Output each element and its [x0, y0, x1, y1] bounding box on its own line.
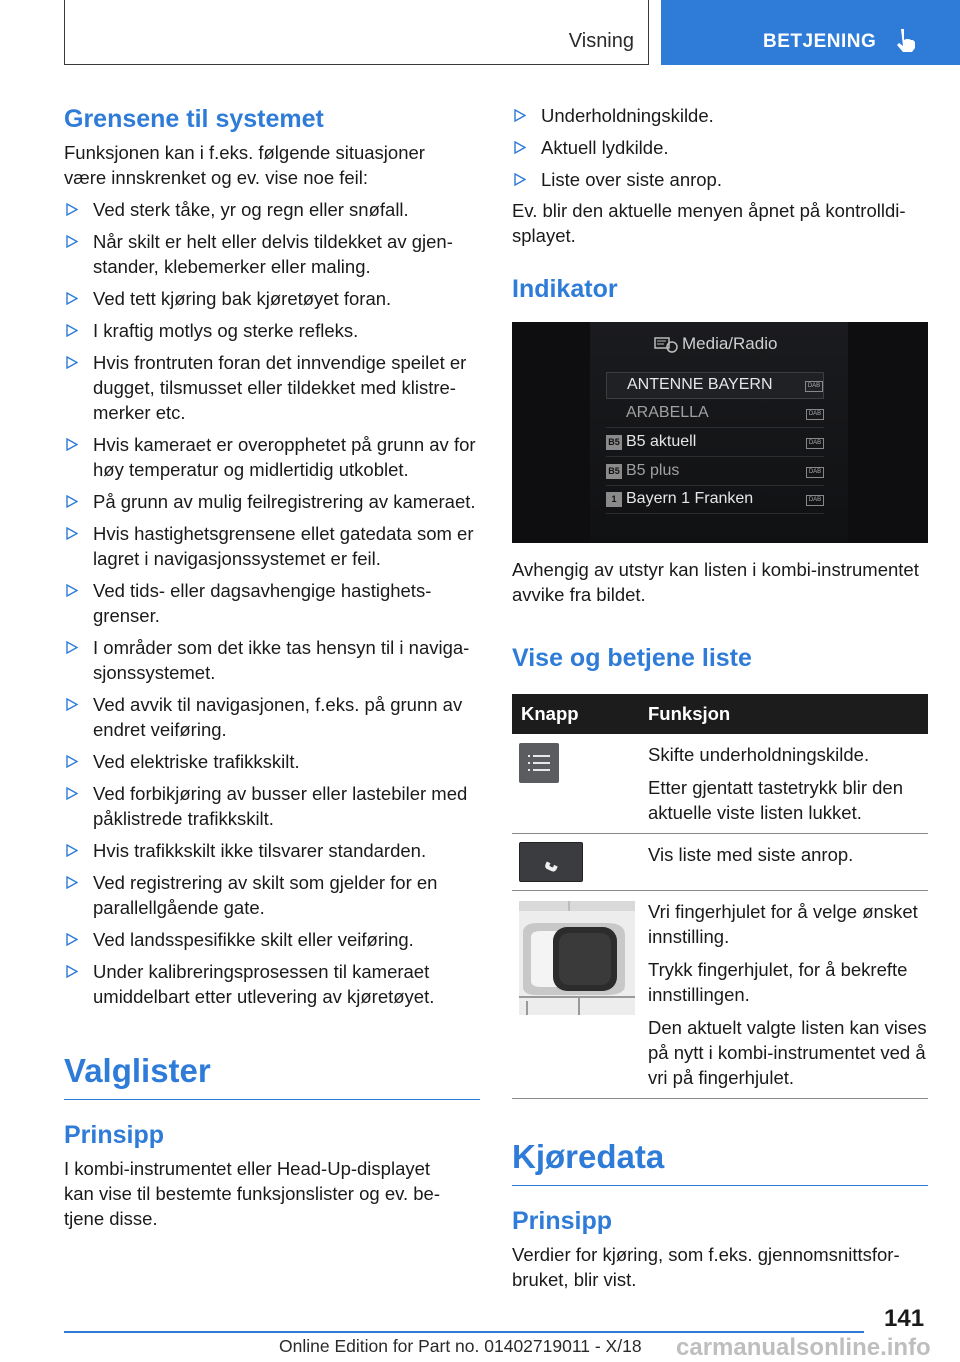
- list-item: [64, 489, 480, 514]
- indicator-caption: Avhengig av utstyr kan listen i kombi-instrumentet avvike fra bildet.: [512, 559, 919, 605]
- station-name: B5 plus: [626, 462, 680, 479]
- radio-station-row: [606, 401, 824, 428]
- list-item: [64, 927, 480, 952]
- indicator-screenshot: [512, 322, 928, 543]
- list-item: [64, 286, 480, 311]
- indicator-header: Media/Radio: [682, 334, 778, 353]
- list-item-text: Ved sterk tåke, yr og regn eller snøfall.: [93, 199, 409, 220]
- right-column: [512, 100, 928, 1292]
- header-tab-betjening[interactable]: [661, 0, 960, 65]
- list-item-text: Hvis kameraet er overopphetet på grunn av for høy temperatur og midlertidig utkoblet.: [93, 434, 476, 480]
- left-column: [64, 100, 480, 1231]
- function-text: Den aktuelt valgte listen kan vises på nytt i kombi-instrumentet ved å vri på fingerhjulet.: [648, 1017, 927, 1088]
- limits-list: [64, 197, 480, 1009]
- triangle-bullet-icon: [514, 173, 526, 186]
- station-badge: B5: [606, 464, 622, 479]
- chapter-valglister: Valglister: [64, 1051, 480, 1100]
- table-cell-button: [512, 834, 639, 891]
- triangle-bullet-icon: [66, 292, 78, 305]
- table-cell-button: [512, 891, 639, 1099]
- list-item: [512, 135, 928, 160]
- triangle-bullet-icon: [66, 203, 78, 216]
- principle-text-left: I kombi-instrumentet eller Head-Up-displayet kan vise til bestemte funksjonslister og ev. betjene disse.: [64, 1158, 441, 1229]
- thumbwheel-icon: [519, 901, 635, 1015]
- list-item: [64, 635, 480, 685]
- principle-title-left: Prinsipp: [64, 1121, 165, 1149]
- list-item-text: Ved tids- eller dagsavhengige hastighetsgrenser.: [93, 580, 432, 626]
- list-button-icon: [519, 743, 559, 783]
- triangle-bullet-icon: [66, 324, 78, 337]
- triangle-bullet-icon: [66, 527, 78, 540]
- radio-station-row: [606, 487, 824, 514]
- header-tab-visning[interactable]: [64, 0, 649, 65]
- list-item-text: På grunn av mulig feilregistrering av kameraet.: [93, 491, 476, 512]
- list-item: [64, 749, 480, 774]
- chapter-kjoredata: Kjøredata: [512, 1137, 928, 1186]
- list-item: [64, 432, 480, 482]
- radio-station-row: [606, 459, 824, 486]
- dab-tag: DAB: [806, 438, 824, 449]
- station-name: ANTENNE BAYERN: [627, 376, 773, 393]
- list-item: [64, 197, 480, 222]
- list-item-text: Når skilt er helt eller delvis tildekket av gjenstander, klebemerker eller maling.: [93, 231, 453, 277]
- list-item-text: Hvis hastighetsgrensene ellet gatedata som er lagret i navigasjonssystemet er feil.: [93, 523, 474, 569]
- footer-divider: [64, 1331, 864, 1333]
- function-text: Vis liste med siste anrop.: [648, 844, 854, 865]
- menu-note: Ev. blir den aktuelle menyen åpnet på kontrolldisplayet.: [512, 200, 906, 246]
- triangle-bullet-icon: [66, 235, 78, 248]
- limits-title: Grensene til systemet: [64, 105, 324, 133]
- triangle-bullet-icon: [66, 438, 78, 451]
- triangle-bullet-icon: [66, 356, 78, 369]
- watermark: carmanualsonline.info: [676, 1334, 931, 1361]
- triangle-bullet-icon: [66, 787, 78, 800]
- triangle-bullet-icon: [66, 965, 78, 978]
- list-item: [64, 959, 480, 1009]
- table-cell-function: [639, 834, 928, 891]
- hand-pointer-icon: [895, 27, 919, 53]
- source-list: [512, 103, 928, 192]
- table-row: [512, 834, 928, 891]
- list-item-text: I områder som det ikke tas hensyn til i navigasjonssystemet.: [93, 637, 470, 683]
- indicator-title: Indikator: [512, 275, 618, 303]
- list-item: [64, 350, 480, 425]
- list-item-text: Underholdningskilde.: [541, 105, 714, 126]
- dab-tag: DAB: [806, 495, 824, 506]
- dab-tag: DAB: [805, 381, 823, 392]
- triangle-bullet-icon: [66, 755, 78, 768]
- list-item: [64, 781, 480, 831]
- list-item-text: Ved elektriske trafikkskilt.: [93, 751, 300, 772]
- principle-title-right: Prinsipp: [512, 1207, 613, 1235]
- triangle-bullet-icon: [66, 933, 78, 946]
- radio-station-row: [606, 372, 824, 399]
- table-cell-button: [512, 734, 639, 834]
- list-item-text: Ved registrering av skilt som gjelder for en parallellgående gate.: [93, 872, 438, 918]
- dab-tag: DAB: [806, 409, 824, 420]
- list-item-text: Hvis trafikkskilt ikke tilsvarer standarden.: [93, 840, 427, 861]
- list-item-text: I kraftig motlys og sterke refleks.: [93, 320, 359, 341]
- function-text: Trykk fingerhjulet, for å bekrefte innstillingen.: [648, 959, 908, 1005]
- phone-button-icon: [519, 842, 583, 882]
- header-tab-visning-label: Visning: [568, 30, 634, 52]
- table-row: [512, 734, 928, 834]
- station-name: ARABELLA: [626, 404, 709, 421]
- triangle-bullet-icon: [514, 141, 526, 154]
- station-name: Bayern 1 Franken: [626, 490, 754, 507]
- list-item: [512, 167, 928, 192]
- list-item: [64, 521, 480, 571]
- triangle-bullet-icon: [66, 876, 78, 889]
- list-item-text: Hvis frontruten foran det innvendige speilet er dugget, tilsmusset eller tildekket med klistremerker etc.: [93, 352, 467, 423]
- list-item-text: Aktuell lydkilde.: [541, 137, 669, 158]
- station-badge: B5: [606, 435, 622, 450]
- function-text: Vri fingerhjulet for å velge ønsket innstilling.: [648, 901, 918, 947]
- station-name: B5 aktuell: [626, 433, 697, 450]
- triangle-bullet-icon: [66, 844, 78, 857]
- table-header-knapp: Knapp: [512, 694, 639, 734]
- radio-station-row: [606, 430, 824, 457]
- limits-intro: Funksjonen kan i f.eks. følgende situasjoner være innskrenket og ev. vise noe feil:: [64, 142, 425, 188]
- triangle-bullet-icon: [66, 584, 78, 597]
- list-item: [64, 692, 480, 742]
- triangle-bullet-icon: [66, 698, 78, 711]
- list-item: [64, 870, 480, 920]
- function-text: Skifte underholdningskilde.: [648, 744, 870, 765]
- principle-text-right: Verdier for kjøring, som f.eks. gjennomsnittsforbruket, blir vist.: [512, 1244, 900, 1290]
- station-badge: 1: [606, 492, 622, 507]
- triangle-bullet-icon: [66, 641, 78, 654]
- header-tab-betjening-label: BETJENING: [763, 31, 877, 52]
- list-item-text: Ved forbikjøring av busser eller lastebiler med påklistrede trafikkskilt.: [93, 783, 468, 829]
- list-title: Vise og betjene liste: [512, 644, 752, 672]
- triangle-bullet-icon: [66, 495, 78, 508]
- list-item-text: Ved landsspesifikke skilt eller veiføring.: [93, 929, 414, 950]
- edition-text: Online Edition for Part no. 01402719011 - X/18: [279, 1336, 642, 1356]
- table-cell-function: [639, 891, 928, 1099]
- list-item: [64, 229, 480, 279]
- list-item: [64, 578, 480, 628]
- table-cell-function: [639, 734, 928, 834]
- list-item: [64, 838, 480, 863]
- page-number: 141: [884, 1305, 925, 1332]
- list-item: [64, 318, 480, 343]
- list-item-text: Under kalibreringsprosessen til kameraet umiddelbart etter utlevering av kjøretøyet.: [93, 961, 435, 1007]
- dab-tag: DAB: [806, 467, 824, 478]
- media-radio-icon: [654, 335, 678, 353]
- table-header-funksjon: Funksjon: [639, 694, 928, 734]
- triangle-bullet-icon: [514, 109, 526, 122]
- button-function-table: [512, 694, 928, 1099]
- list-item-text: Ved avvik til navigasjonen, f.eks. på grunn av endret veiføring.: [93, 694, 463, 740]
- function-text: Etter gjentatt tastetrykk blir den aktuelle viste listen lukket.: [648, 777, 904, 823]
- list-item: [512, 103, 928, 128]
- table-row: [512, 891, 928, 1099]
- list-item-text: Liste over siste anrop.: [541, 169, 722, 190]
- list-item-text: Ved tett kjøring bak kjøretøyet foran.: [93, 288, 392, 309]
- indicator-display: [590, 322, 848, 543]
